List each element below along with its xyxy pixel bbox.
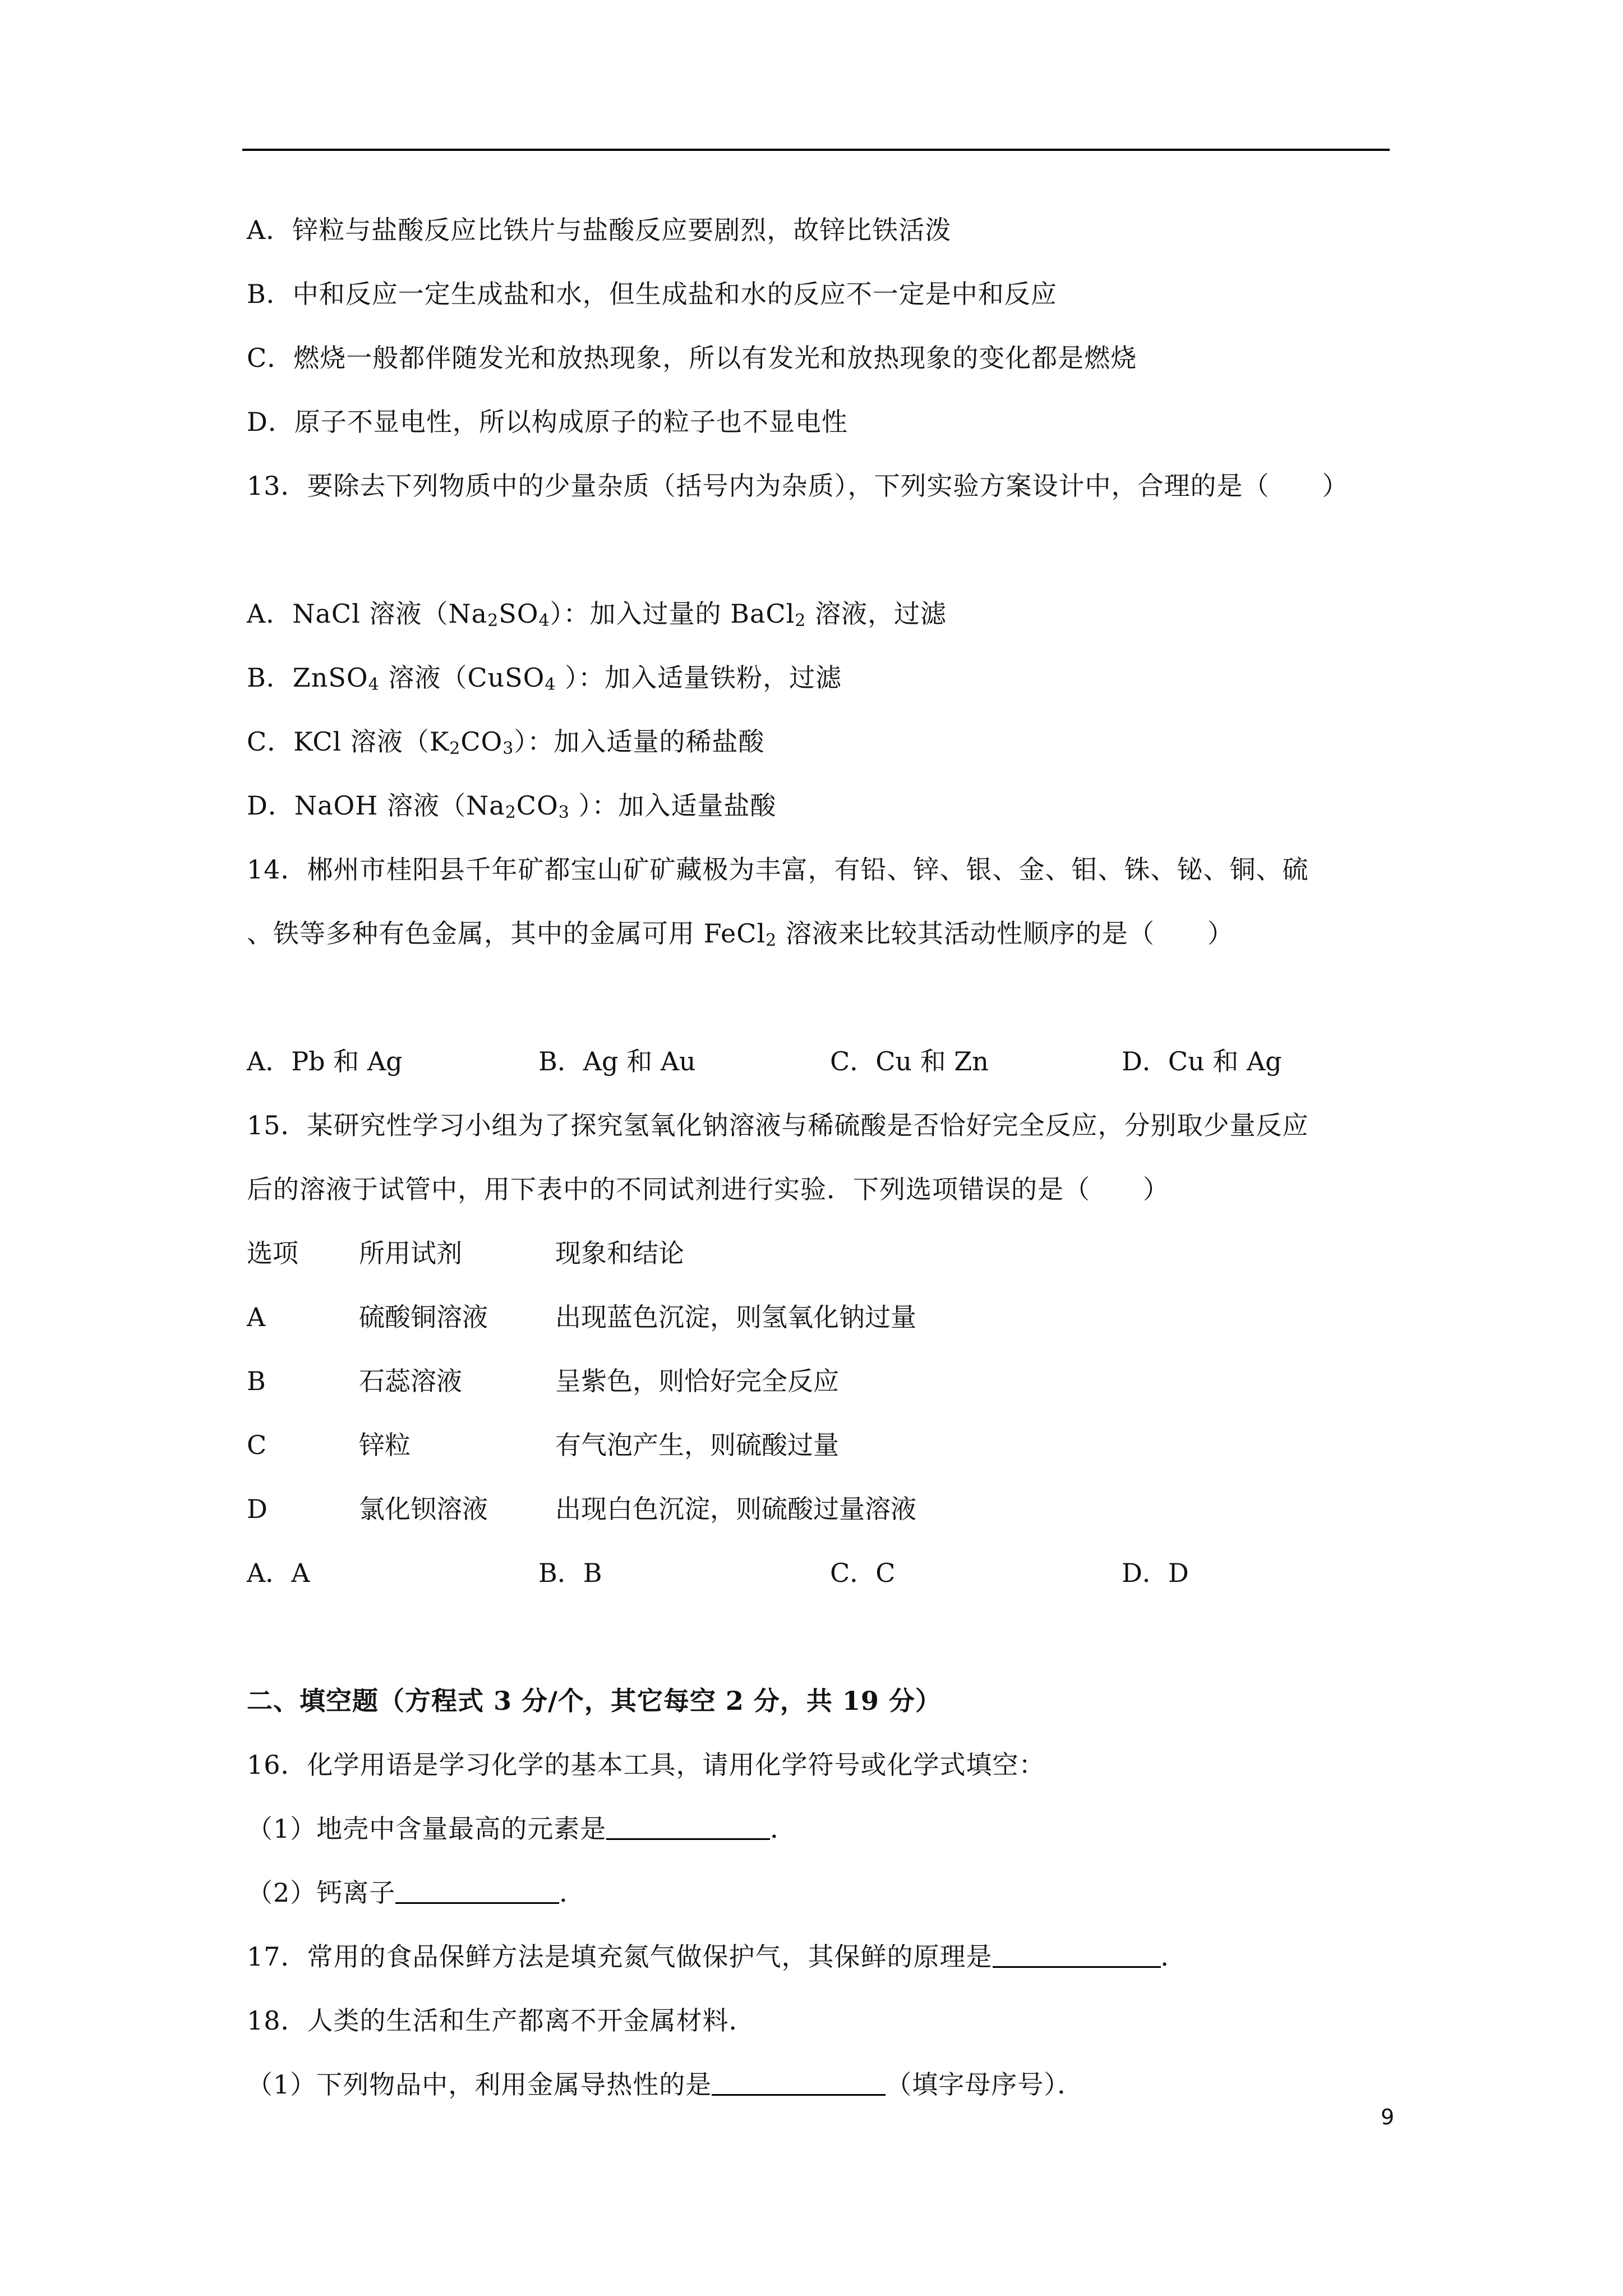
q15-option-d: D．D [1122, 1558, 1189, 1588]
answer-blank[interactable] [712, 2069, 886, 2096]
header-reagent: 所用试剂 [359, 1238, 462, 1268]
header-rule [242, 149, 1390, 151]
answer-blank[interactable] [993, 1941, 1161, 1968]
q14-stem-line1: 14．郴州市桂阳县千年矿都宝山矿矿藏极为丰富，有铅、锌、银、金、钼、铢、铋、铜、硫 [247, 854, 1309, 885]
q12-option-d: D．原子不显电性，所以构成原子的粒子也不显电性 [247, 407, 848, 437]
q16-stem: 16．化学用语是学习化学的基本工具，请用化学符号或化学式填空： [247, 1750, 1045, 1780]
q13-option-a: A．NaCl 溶液$(Na_2SO_4)$：加入过量的 BaCl$_2$ 溶液，过滤 [247, 599, 947, 631]
table-cell: 出现蓝色沉淀，则氢氧化钠过量 [555, 1302, 916, 1332]
q13-option-b: B．ZnSO$_4$ 溶液（CuSO$_4$ ）：加入适量铁粉，过滤 [247, 662, 842, 694]
header-option: 选项 [247, 1238, 298, 1268]
q13-stem: 13．要除去下列物质中的少量杂质（括号内为杂质），下列实验方案设计中，合理的是（ ） [247, 471, 1349, 501]
q14-option-a: A．Pb 和 Ag [247, 1046, 403, 1076]
q18-stem: 18．人类的生活和生产都离不开金属材料． [247, 2005, 755, 2036]
table-cell: A [247, 1302, 266, 1332]
q13-option-c: C．KCl 溶液$(K_2CO_3)$：加入适量的稀盐酸 [247, 726, 765, 758]
q12-option-b: B．中和反应一定生成盐和水，但生成盐和水的反应不一定是中和反应 [247, 279, 1057, 309]
header-result: 现象和结论 [555, 1238, 684, 1268]
q13-option-d: D．NaOH 溶液（$Na_2CO_3$ ）：加入适量盐酸 [247, 790, 777, 822]
q14-stem-line2: 、铁等多种有色金属，其中的金属可用 FeCl$_2$ 溶液来比较其活动性顺序的是（ ） [247, 918, 1234, 950]
q15-stem-line1: 15．某研究性学习小组为了探究氢氧化钠溶液与稀硫酸是否恰好完全反应，分别取少量反应 [247, 1110, 1309, 1140]
q15-option-b: B．B [538, 1558, 602, 1588]
table-cell: 石蕊溶液 [359, 1366, 462, 1396]
q15-stem-line2: 后的溶液于试管中，用下表中的不同试剂进行实验．下列选项错误的是（ ） [247, 1174, 1169, 1204]
section-title: 二、填空题（方程式 3 分/个，其它每空 2 分，共 19 分） [247, 1686, 942, 1716]
q12-option-a: A．锌粒与盐酸反应比铁片与盐酸反应要剧烈，故锌比铁活泼 [247, 215, 952, 245]
q16-part1: （1）地壳中含量最高的元素是 ． [247, 1814, 797, 1844]
q17-stem: 17．常用的食品保鲜方法是填充氮气做保护气，其保鲜的原理是 ． [247, 1941, 1187, 1972]
table-cell: B [247, 1366, 266, 1396]
q14-option-c: C．Cu 和 Zn [830, 1046, 989, 1076]
table-cell: 硫酸铜溶液 [359, 1302, 488, 1332]
table-cell: 呈紫色，则恰好完全反应 [555, 1366, 839, 1396]
table-cell: C [247, 1430, 267, 1460]
q16-part2: （2）钙离子 ． [247, 1878, 586, 1908]
q12-option-c: C．燃烧一般都伴随发光和放热现象，所以有发光和放热现象的变化都是燃烧 [247, 343, 1137, 373]
table-cell: D [247, 1494, 268, 1524]
table-cell: 氯化钡溶液 [359, 1494, 488, 1524]
q18-part1: （1）下列物品中，利用金属导热性的是 （填字母序号）． [247, 2069, 1084, 2100]
answer-blank[interactable] [606, 1814, 770, 1840]
table-cell: 锌粒 [359, 1430, 411, 1460]
table-cell: 有气泡产生，则硫酸过量 [555, 1430, 839, 1460]
q14-option-d: D．Cu 和 Ag [1122, 1046, 1282, 1076]
table-cell: 出现白色沉淀，则硫酸过量溶液 [555, 1494, 916, 1524]
q14-option-b: B．Ag 和 Au [538, 1046, 696, 1076]
q15-option-a: A．A [247, 1558, 310, 1588]
q15-option-c: C．C [830, 1558, 896, 1588]
answer-blank[interactable] [395, 1878, 559, 1904]
page-number: 9 [1381, 2105, 1395, 2129]
